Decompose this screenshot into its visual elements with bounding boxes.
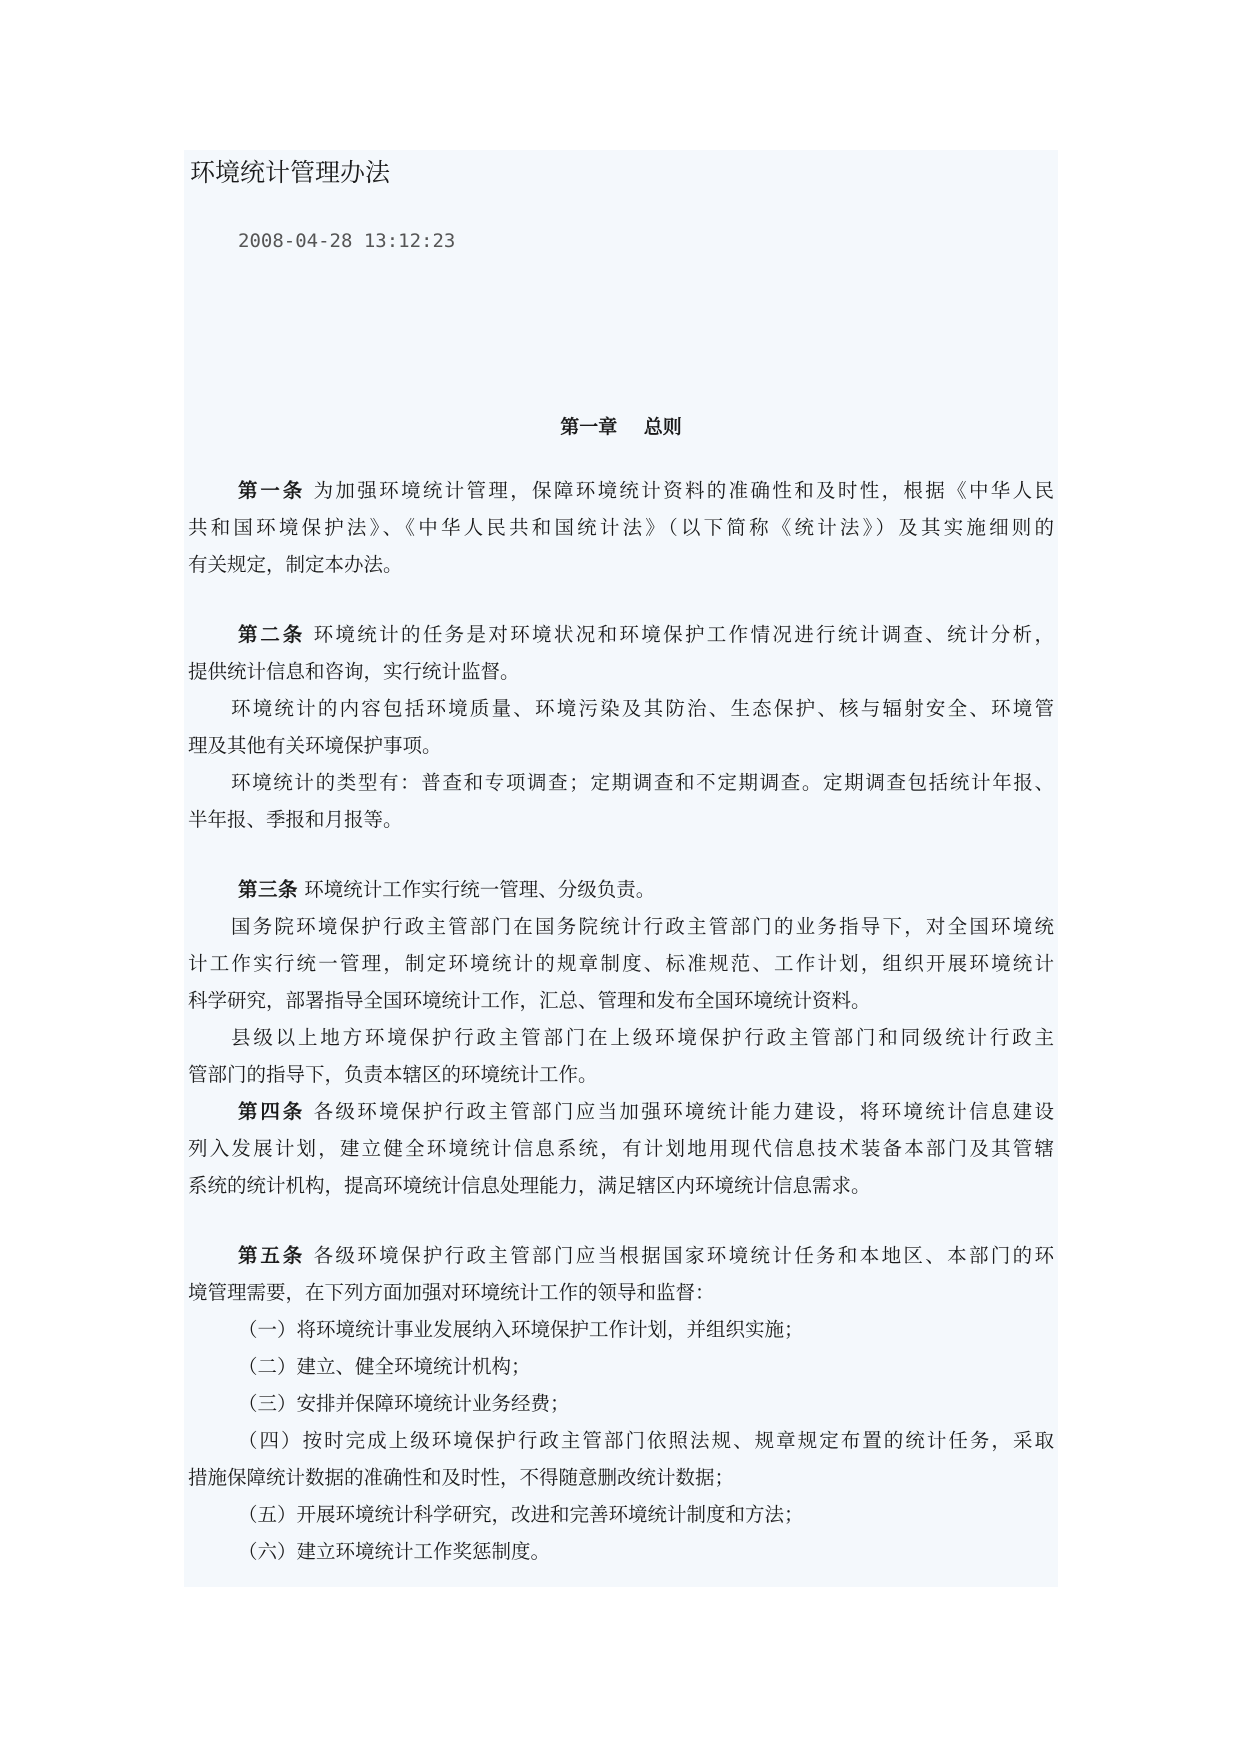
article-5-item-4-line-2: 措施保障统计数据的准确性和及时性，不得随意删改统计数据； (188, 1466, 735, 1489)
article-5-line-2: 境管理需要，在下列方面加强对环境统计工作的领导和监督： (188, 1281, 715, 1304)
article-5-item-6: （六）建立环境统计工作奖惩制度。 (238, 1540, 551, 1563)
article-2-line-2: 提供统计信息和咨询，实行统计监督。 (188, 660, 520, 683)
article-1-label: 第一条 (238, 479, 306, 502)
article-4-line-2: 列入发展计划，建立健全环境统计信息系统，有计划地用现代信息技术装备本部门及其管辖 (188, 1137, 1054, 1160)
article-2-para-3-line-1: 环境统计的类型有：普查和专项调查；定期调查和不定期调查。定期调查包括统计年报、 (231, 771, 1054, 794)
article-5-item-1: （一）将环境统计事业发展纳入环境保护工作计划，并组织实施； (238, 1318, 804, 1341)
article-3-para-2-line-1: 国务院环境保护行政主管部门在国务院统计行政主管部门的业务指导下，对全国环境统 (231, 915, 1054, 938)
publish-timestamp: 2008-04-28 13:12:23 (238, 230, 456, 252)
article-1-line-3: 有关规定，制定本办法。 (188, 553, 403, 576)
article-2-line-1: 第二条 环境统计的任务是对环境状况和环境保护工作情况进行统计调查、统计分析， (238, 623, 1054, 646)
chapter-heading: 第一章 总则 (560, 416, 682, 438)
article-4-label: 第四条 (238, 1100, 306, 1123)
article-3-line-1: 第三条 环境统计工作实行统一管理、分级负责。 (238, 878, 656, 901)
article-3-para-3-line-2: 管部门的指导下，负责本辖区的环境统计工作。 (188, 1063, 598, 1086)
article-5-item-3: （三）安排并保障环境统计业务经费； (238, 1392, 570, 1415)
article-3-para-3-line-1: 县级以上地方环境保护行政主管部门在上级环境保护行政主管部门和同级统计行政主 (231, 1026, 1054, 1049)
article-5-item-5: （五）开展环境统计科学研究，改进和完善环境统计制度和方法； (238, 1503, 804, 1526)
article-3-para-2-line-3: 科学研究，部署指导全国环境统计工作，汇总、管理和发布全国环境统计资料。 (188, 989, 871, 1012)
article-2-para-2-line-2: 理及其他有关环境保护事项。 (188, 734, 442, 757)
article-1-line-1: 第一条 为加强环境统计管理，保障环境统计资料的准确性和及时性，根据《中华人民 (238, 479, 1054, 502)
article-5-item-2: （二）建立、健全环境统计机构； (238, 1355, 531, 1378)
article-4-line-3: 系统的统计机构，提高环境统计信息处理能力，满足辖区内环境统计信息需求。 (188, 1174, 871, 1197)
document-title: 环境统计管理办法 (190, 158, 391, 187)
article-3-label: 第三条 (238, 878, 299, 901)
article-4-line-1: 第四条 各级环境保护行政主管部门应当加强环境统计能力建设，将环境统计信息建设 (238, 1100, 1054, 1123)
article-2-label: 第二条 (238, 623, 306, 646)
article-2-para-2-line-1: 环境统计的内容包括环境质量、环境污染及其防治、生态保护、核与辐射安全、环境管 (231, 697, 1054, 720)
article-5-item-4-line-1: （四）按时完成上级环境保护行政主管部门依照法规、规章规定布置的统计任务，采取 (238, 1429, 1054, 1452)
article-5-line-1: 第五条 各级环境保护行政主管部门应当根据国家环境统计任务和本地区、本部门的环 (238, 1244, 1054, 1267)
article-1-line-2: 共和国环境保护法》、《中华人民共和国统计法》（以下简称《统计法》）及其实施细则的 (188, 516, 1054, 539)
article-2-para-3-line-2: 半年报、季报和月报等。 (188, 808, 403, 831)
article-3-para-2-line-2: 计工作实行统一管理，制定环境统计的规章制度、标准规范、工作计划，组织开展环境统计 (188, 952, 1054, 975)
article-5-label: 第五条 (238, 1244, 306, 1267)
